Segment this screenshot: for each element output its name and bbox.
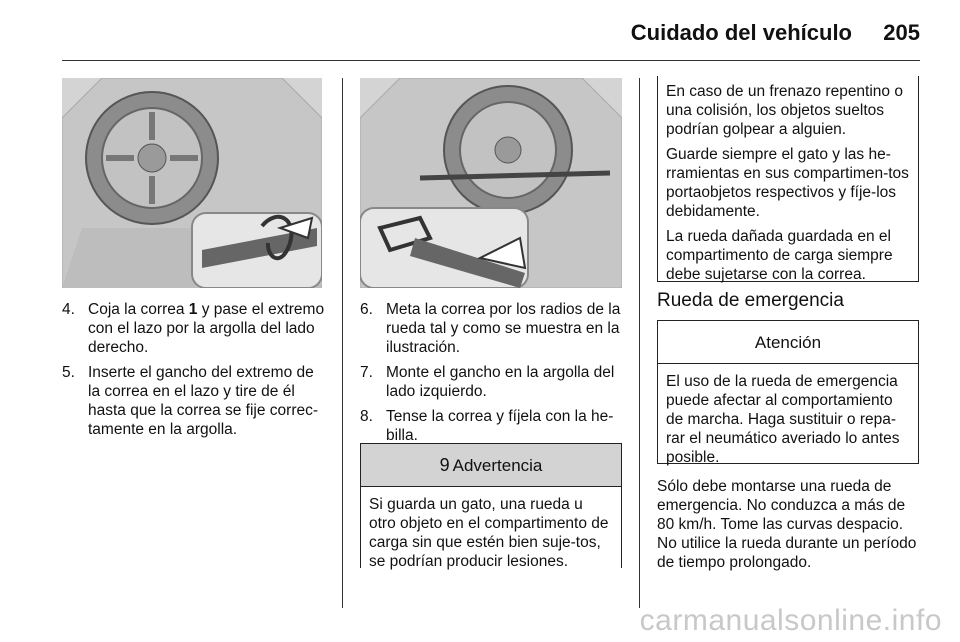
warning-triangle-icon: 9 [439, 454, 450, 475]
step-number: 8. [360, 408, 373, 425]
steps-list-col1 [62, 300, 326, 445]
step-text: Tense la correa y fíjela con la he-billa. [386, 408, 614, 444]
header-rule [62, 60, 920, 61]
warning-title: Advertencia [452, 455, 543, 475]
warning-notes [658, 76, 918, 296]
column-divider-2 [639, 78, 640, 608]
list-item [360, 300, 624, 357]
step-number: 5. [62, 364, 75, 381]
column-divider-1 [342, 78, 343, 608]
step-text: Coja la correa [88, 301, 189, 318]
step-text-cont: y pase el extremo con el lazo por la argolla del lado derecho. [88, 301, 325, 356]
page-header [0, 0, 960, 62]
spare-wheel-drawing [62, 78, 322, 288]
emergency-wheel-paragraph: Sólo debe montarse una rueda de emergencia. No conduzca a más de 80 km/h. Tome las curvas despacio. No utilice la rueda durante un período de tiempo prolongado. [657, 478, 917, 571]
attention-body [658, 364, 918, 479]
spare-wheel-illustration-right [62, 78, 322, 288]
warning-body [361, 487, 621, 583]
list-item [360, 363, 624, 401]
warning-note: En caso de un frenazo repentino o una colisión, los objetos sueltos podrían golpear a alguien. [666, 83, 903, 138]
header-title: Cuidado del vehículo [630, 20, 852, 45]
step-number: 6. [360, 301, 373, 318]
watermark-text: carmanualsonline.info [639, 604, 942, 637]
attention-box [657, 320, 919, 464]
warning-box-continued [657, 76, 919, 282]
warning-note: La rueda dañada guardada en el compartimento de carga siempre debe sujetarse con la correa. [666, 228, 893, 283]
list-item [62, 363, 326, 439]
warning-note: Guarde siempre el gato y las he-rramientas en sus compartimen-tos portaobjetos respectivos y fíje-los debidamente. [666, 146, 909, 220]
spare-wheel-illustration-left [360, 78, 622, 288]
attention-box-header [658, 321, 918, 364]
spare-wheel-strap-drawing [360, 78, 622, 288]
warning-box [360, 443, 622, 568]
steps-list-col2 [360, 300, 624, 451]
step-number: 7. [360, 364, 373, 381]
warning-box-header [361, 444, 621, 487]
step-bold-ref: 1 [188, 301, 198, 318]
step-text: Monte el gancho en la argolla del lado izquierdo. [386, 364, 615, 400]
step-text: Inserte el gancho del extremo de la correa en el lazo y tire de él hasta que la correa se fije correc-tamente en la argolla. [88, 364, 319, 438]
list-item [360, 407, 624, 445]
step-number: 4. [62, 301, 75, 318]
warning-text: Si guarda un gato, una rueda u otro objeto en el compartimento de carga sin que estén bien suje-tos, se podrían producir lesiones. [369, 496, 609, 570]
attention-text: El uso de la rueda de emergencia puede afectar al comportamiento de marcha. Haga sustituir o repa-rar el neumático averiado lo antes posible. [666, 373, 900, 466]
page-number: 205 [883, 20, 920, 45]
attention-title: Atención [754, 332, 822, 352]
section-title: Rueda de emergencia [657, 290, 844, 311]
step-text: Meta la correa por los radios de la rueda tal y como se muestra en la ilustración. [386, 301, 621, 356]
list-item [62, 300, 326, 357]
